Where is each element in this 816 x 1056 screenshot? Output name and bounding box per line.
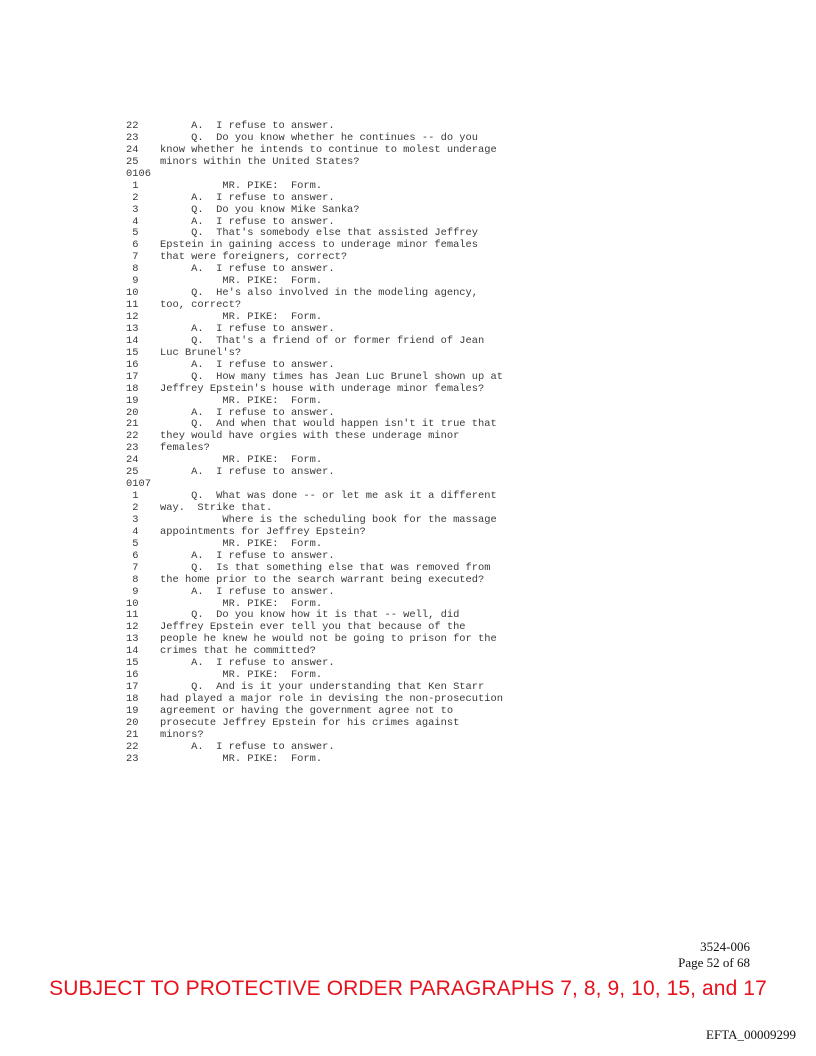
- line-text: way. Strike that.: [160, 502, 273, 514]
- transcript-line: [126, 431, 766, 443]
- transcript-line: [126, 718, 766, 730]
- line-number: 7: [126, 251, 139, 264]
- line-text: people he knew he would not be going to prison for the: [160, 633, 497, 646]
- line-text: MR. PIKE: Form.: [160, 537, 323, 550]
- transcript-line: [126, 157, 766, 169]
- line-number: 8: [126, 573, 139, 586]
- line-number: 23: [126, 442, 139, 455]
- line-text: A. I refuse to answer.: [160, 358, 335, 371]
- line-text: Q. He's also involved in the modeling agency,: [160, 287, 479, 300]
- line-text: A. I refuse to answer.: [160, 191, 335, 204]
- line-number: 1: [126, 179, 139, 192]
- line-text: MR. PIKE: Form.: [160, 597, 323, 610]
- line-text: too, correct?: [160, 299, 242, 312]
- line-number: 9: [126, 275, 139, 288]
- line-text: Q. What was done -- or let me ask it a different: [160, 490, 497, 503]
- document-code: 3524-006: [700, 939, 750, 954]
- transcript-line: [126, 467, 766, 479]
- line-number: 13: [126, 322, 139, 335]
- line-text: Q. Is that something else that was removed from: [160, 561, 491, 574]
- protective-order-notice: SUBJECT TO PROTECTIVE ORDER PARAGRAPHS 7, 8, 9, 10, 15, and 17: [49, 977, 767, 1000]
- line-text: A. I refuse to answer.: [160, 466, 335, 479]
- line-text: appointments for Jeffrey Epstein?: [160, 525, 366, 538]
- line-number: 14: [126, 334, 139, 347]
- line-text: prosecute Jeffrey Epstein for his crimes against: [160, 716, 460, 729]
- line-text: had played a major role in devising the non-prosecution: [160, 693, 503, 705]
- line-text: Jeffrey Epstein ever tell you that because of the: [160, 621, 466, 634]
- line-text: Where is the scheduling book for the massage: [160, 513, 497, 526]
- line-number: 5: [126, 537, 139, 550]
- line-number: 15: [126, 346, 139, 359]
- line-number: 24: [126, 143, 139, 156]
- line-number: 16: [126, 358, 139, 371]
- line-number: 6: [126, 549, 139, 562]
- line-text: MR. PIKE: Form.: [160, 454, 323, 467]
- line-number: 9: [126, 585, 139, 598]
- line-number: 12: [126, 311, 139, 323]
- line-number: 20: [126, 716, 139, 729]
- line-number: 14: [126, 645, 139, 658]
- line-text: A. I refuse to answer.: [160, 322, 335, 335]
- line-text: agreement or having the government agree not to: [160, 704, 454, 717]
- line-text: Q. And when that would happen isn't it true that: [160, 418, 497, 431]
- line-number: 18: [126, 382, 139, 395]
- line-number: 13: [126, 633, 139, 646]
- line-text: Luc Brunel's?: [160, 346, 242, 359]
- line-text: minors within the United States?: [160, 155, 360, 168]
- line-text: A. I refuse to answer.: [160, 585, 335, 598]
- line-number: 19: [126, 704, 139, 717]
- line-number: 7: [126, 561, 139, 574]
- line-text: Q. That's somebody else that assisted Jeffrey: [160, 227, 479, 240]
- line-number: 19: [126, 394, 139, 407]
- line-number: 2: [126, 502, 139, 514]
- line-text: Q. Do you know whether he continues -- do you: [160, 131, 479, 144]
- line-text: A. I refuse to answer.: [160, 263, 335, 276]
- line-text: they would have orgies with these underage minor: [160, 430, 460, 443]
- line-text: Q. That's a friend of or former friend of Jean: [160, 334, 485, 347]
- line-number: 0106: [126, 167, 151, 180]
- line-text: A. I refuse to answer.: [160, 120, 335, 132]
- line-number: 21: [126, 418, 139, 431]
- line-number: 23: [126, 752, 139, 765]
- line-text: Q. How many times has Jean Luc Brunel shown up at: [160, 370, 503, 383]
- line-number: 12: [126, 621, 139, 634]
- line-number: 22: [126, 120, 139, 132]
- line-number: 1: [126, 490, 139, 503]
- transcript-body: [126, 121, 766, 766]
- line-number: 20: [126, 406, 139, 419]
- line-text: MR. PIKE: Form.: [160, 752, 323, 765]
- line-text: Q. Do you know how it is that -- well, did: [160, 609, 460, 622]
- line-text: know whether he intends to continue to molest underage: [160, 143, 497, 156]
- line-text: females?: [160, 442, 210, 455]
- line-text: A. I refuse to answer.: [160, 549, 335, 562]
- line-number: 15: [126, 657, 139, 670]
- line-text: that were foreigners, correct?: [160, 251, 348, 264]
- line-text: Q. Do you know Mike Sanka?: [160, 203, 360, 216]
- line-number: 16: [126, 669, 139, 682]
- line-number: 10: [126, 597, 139, 610]
- line-number: 21: [126, 728, 139, 741]
- line-number: 17: [126, 681, 139, 694]
- line-text: crimes that he committed?: [160, 645, 316, 658]
- line-text: A. I refuse to answer.: [160, 657, 335, 670]
- line-number: 25: [126, 155, 139, 168]
- line-text: minors?: [160, 728, 204, 741]
- line-text: A. I refuse to answer.: [160, 406, 335, 419]
- line-text: A. I refuse to answer.: [160, 740, 335, 753]
- line-text: MR. PIKE: Form.: [160, 669, 323, 682]
- line-text: Q. And is it your understanding that Ken Starr: [160, 681, 485, 694]
- line-text: MR. PIKE: Form.: [160, 311, 323, 323]
- line-number: 17: [126, 370, 139, 383]
- line-number: 2: [126, 191, 139, 204]
- line-number: 4: [126, 215, 139, 228]
- line-text: Epstein in gaining access to underage minor females: [160, 239, 479, 252]
- line-number: 0107: [126, 478, 151, 491]
- line-number: 18: [126, 693, 139, 705]
- line-text: Jeffrey Epstein's house with underage minor females?: [160, 382, 485, 395]
- transcript-line: [126, 754, 766, 766]
- line-text: MR. PIKE: Form.: [160, 394, 323, 407]
- line-number: 22: [126, 430, 139, 443]
- line-number: 22: [126, 740, 139, 753]
- line-number: 4: [126, 525, 139, 538]
- line-number: 24: [126, 454, 139, 467]
- line-number: 8: [126, 263, 139, 276]
- line-number: 3: [126, 203, 139, 216]
- line-text: MR. PIKE: Form.: [160, 275, 323, 288]
- bates-number: EFTA_00009299: [706, 1027, 796, 1042]
- line-number: 25: [126, 466, 139, 479]
- line-text: A. I refuse to answer.: [160, 215, 335, 228]
- line-text: the home prior to the search warrant being executed?: [160, 573, 485, 586]
- line-text: MR. PIKE: Form.: [160, 179, 323, 192]
- line-number: 11: [126, 609, 139, 622]
- line-number: 6: [126, 239, 139, 252]
- line-number: 3: [126, 513, 139, 526]
- line-number: 23: [126, 131, 139, 144]
- line-number: 11: [126, 299, 139, 312]
- page-count: Page 52 of 68: [678, 955, 750, 970]
- line-number: 5: [126, 227, 139, 240]
- line-number: 10: [126, 287, 139, 300]
